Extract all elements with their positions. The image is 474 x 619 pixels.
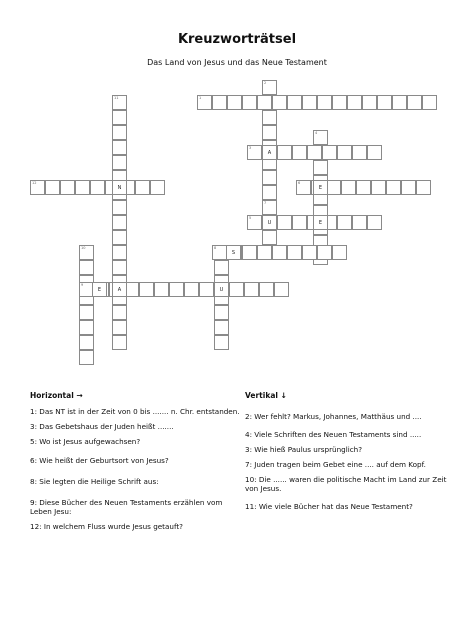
grid-cell[interactable] (277, 145, 292, 160)
grid-cell[interactable] (214, 335, 229, 350)
cell-number: 2 (264, 81, 267, 85)
cell-number: 6 (298, 181, 301, 185)
grid-cell[interactable] (112, 260, 127, 275)
grid-cell[interactable] (287, 245, 302, 260)
grid-cell[interactable] (313, 160, 328, 175)
grid-cell[interactable] (332, 245, 347, 260)
grid-cell[interactable] (377, 95, 392, 110)
grid-cell[interactable] (262, 200, 277, 215)
grid-cell[interactable] (30, 180, 45, 195)
grid-cell[interactable] (112, 180, 127, 195)
grid-cell[interactable] (79, 245, 94, 260)
grid-cell[interactable] (307, 145, 322, 160)
grid-cell[interactable] (277, 215, 292, 230)
clue-vertical-4: 4: Viele Schriften des Neuen Testaments sind ..... (245, 430, 422, 439)
clues-horizontal (30, 391, 245, 537)
grid-cell[interactable] (112, 125, 127, 140)
grid-cell[interactable] (199, 282, 214, 297)
clue-vertical-7: 7: Juden tragen beim Gebet eine .... auf dem Kopf. (245, 460, 426, 469)
grid-cell[interactable] (112, 140, 127, 155)
grid-cell[interactable] (341, 180, 356, 195)
grid-cell[interactable] (272, 95, 287, 110)
cell-number: 3 (249, 146, 252, 150)
cell-number: 7 (264, 201, 267, 205)
grid-cell[interactable] (313, 215, 328, 230)
cell-number: 10 (81, 246, 86, 250)
grid-cell[interactable] (112, 215, 127, 230)
clue-vertical-2: 2: Wer fehlt? Markus, Johannes, Matthäus und .... (245, 412, 422, 421)
cell-letter: E (318, 184, 323, 191)
grid-cell[interactable] (212, 95, 227, 110)
grid-cell[interactable] (214, 282, 229, 297)
grid-cell[interactable] (244, 282, 259, 297)
cell-number: 8 (214, 246, 217, 250)
grid-cell[interactable] (139, 282, 154, 297)
clue-horizontal-6: 6: Wie heißt der Geburtsort von Jesus? (30, 456, 169, 465)
cell-letter: A (267, 149, 272, 156)
grid-cell[interactable] (214, 260, 229, 275)
grid-cell[interactable] (247, 145, 262, 160)
clues-vertical (245, 391, 450, 517)
grid-cell[interactable] (274, 282, 289, 297)
cell-letter: S (231, 249, 236, 256)
cell-letter: E (97, 286, 102, 293)
grid-cell[interactable] (112, 335, 127, 350)
grid-cell[interactable] (79, 260, 94, 275)
grid-cell[interactable] (337, 215, 352, 230)
grid-cell[interactable] (302, 95, 317, 110)
page-title: Kreuzworträtsel (177, 32, 297, 47)
grid-cell[interactable] (169, 282, 184, 297)
grid-cell[interactable] (416, 180, 431, 195)
clues-vertical-heading: Vertikal ↓ (245, 391, 287, 400)
grid-cell[interactable] (337, 145, 352, 160)
grid-cell[interactable] (367, 215, 382, 230)
cell-number: 4 (315, 131, 318, 135)
grid-cell[interactable] (112, 95, 127, 110)
page-subtitle: Das Land von Jesus und das Neue Testament (147, 58, 327, 67)
grid-cell[interactable] (79, 335, 94, 350)
grid-cell[interactable] (197, 95, 212, 110)
grid-cell[interactable] (272, 245, 287, 260)
grid-cell[interactable] (262, 185, 277, 200)
grid-cell[interactable] (154, 282, 169, 297)
grid-cell[interactable] (386, 180, 401, 195)
grid-cell[interactable] (292, 145, 307, 160)
grid-cell[interactable] (296, 180, 311, 195)
grid-cell[interactable] (326, 180, 341, 195)
grid-cell[interactable] (367, 145, 382, 160)
grid-cell[interactable] (262, 215, 277, 230)
clue-vertical-3: 3: Wie hieß Paulus ursprünglich? (245, 445, 363, 454)
grid-cell[interactable] (313, 130, 328, 145)
grid-cell[interactable] (262, 110, 277, 125)
grid-cell[interactable] (112, 200, 127, 215)
grid-cell[interactable] (287, 95, 302, 110)
clue-horizontal-9: 9: Diese Bücher des Neuen Testaments erzählen vom Leben Jesu: (30, 498, 223, 516)
grid-cell[interactable] (356, 180, 371, 195)
cell-number: 5 (249, 216, 252, 220)
grid-cell[interactable] (79, 320, 94, 335)
grid-cell[interactable] (214, 320, 229, 335)
clues-horizontal-heading: Horizontal → (30, 391, 83, 400)
cell-letter: U (219, 286, 224, 293)
grid-cell[interactable] (362, 95, 377, 110)
grid-cell[interactable] (259, 282, 274, 297)
cell-number: 1 (199, 96, 202, 100)
clue-vertical-11: 11: Wie viele Bücher hat das Neue Testament? (245, 502, 413, 511)
grid-cell[interactable] (75, 180, 90, 195)
grid-cell[interactable] (262, 145, 277, 160)
grid-cell[interactable] (352, 145, 367, 160)
grid-cell[interactable] (150, 180, 165, 195)
grid-cell[interactable] (317, 95, 332, 110)
grid-cell[interactable] (135, 180, 150, 195)
grid-cell[interactable] (247, 215, 262, 230)
grid-cell[interactable] (422, 95, 437, 110)
clue-horizontal-3: 3: Das Gebetshaus der Juden heißt ....... (30, 422, 174, 431)
grid-cell[interactable] (112, 110, 127, 125)
grid-cell[interactable] (257, 95, 272, 110)
grid-cell[interactable] (92, 282, 107, 297)
grid-cell[interactable] (302, 245, 317, 260)
grid-cell[interactable] (332, 95, 347, 110)
cell-letter: U (267, 219, 272, 226)
cell-letter: A (117, 286, 122, 293)
cell-number: 11 (114, 96, 119, 100)
grid-cell[interactable] (227, 95, 242, 110)
grid-cell[interactable] (79, 350, 94, 365)
grid-cell[interactable] (112, 155, 127, 170)
grid-cell[interactable] (112, 245, 127, 260)
grid-cell[interactable] (392, 95, 407, 110)
clue-horizontal-1: 1: Das NT ist in der Zeit von 0 bis ....... n. Chr. entstanden. (30, 407, 240, 416)
grid-cell[interactable] (214, 305, 229, 320)
grid-cell[interactable] (352, 215, 367, 230)
grid-cell[interactable] (262, 170, 277, 185)
grid-cell[interactable] (226, 245, 241, 260)
grid-cell[interactable] (317, 245, 332, 260)
clue-vertical-10: 10: Die ...... waren die politische Macht im Land zur Zeit von Jesus. (245, 475, 447, 493)
grid-cell[interactable] (313, 180, 328, 195)
cell-number: 9 (81, 283, 84, 287)
clue-horizontal-8: 8: Sie legten die Heilige Schrift aus: (30, 477, 159, 486)
grid-cell[interactable] (242, 245, 257, 260)
cell-number: 12 (32, 181, 37, 185)
grid-cell[interactable] (371, 180, 386, 195)
grid-cell[interactable] (45, 180, 60, 195)
grid-cell[interactable] (262, 230, 277, 245)
grid-cell[interactable] (184, 282, 199, 297)
grid-cell[interactable] (112, 230, 127, 245)
cell-letter: N (117, 184, 122, 191)
grid-cell[interactable] (262, 80, 277, 95)
grid-cell[interactable] (212, 245, 227, 260)
grid-cell[interactable] (347, 95, 362, 110)
grid-cell[interactable] (407, 95, 422, 110)
clue-horizontal-12: 12: In welchem Fluss wurde Jesus getauft? (30, 522, 183, 531)
grid-cell[interactable] (229, 282, 244, 297)
grid-cell[interactable] (322, 145, 337, 160)
grid-cell[interactable] (79, 305, 94, 320)
grid-cell[interactable] (112, 320, 127, 335)
grid-cell[interactable] (112, 305, 127, 320)
cell-letter: E (318, 219, 323, 226)
grid-cell[interactable] (60, 180, 75, 195)
grid-cell[interactable] (401, 180, 416, 195)
grid-cell[interactable] (257, 245, 272, 260)
grid-cell[interactable] (112, 282, 127, 297)
grid-cell[interactable] (242, 95, 257, 110)
clue-horizontal-5: 5: Wo ist Jesus aufgewachsen? (30, 437, 141, 446)
grid-cell[interactable] (90, 180, 105, 195)
grid-cell[interactable] (292, 215, 307, 230)
grid-cell[interactable] (262, 125, 277, 140)
